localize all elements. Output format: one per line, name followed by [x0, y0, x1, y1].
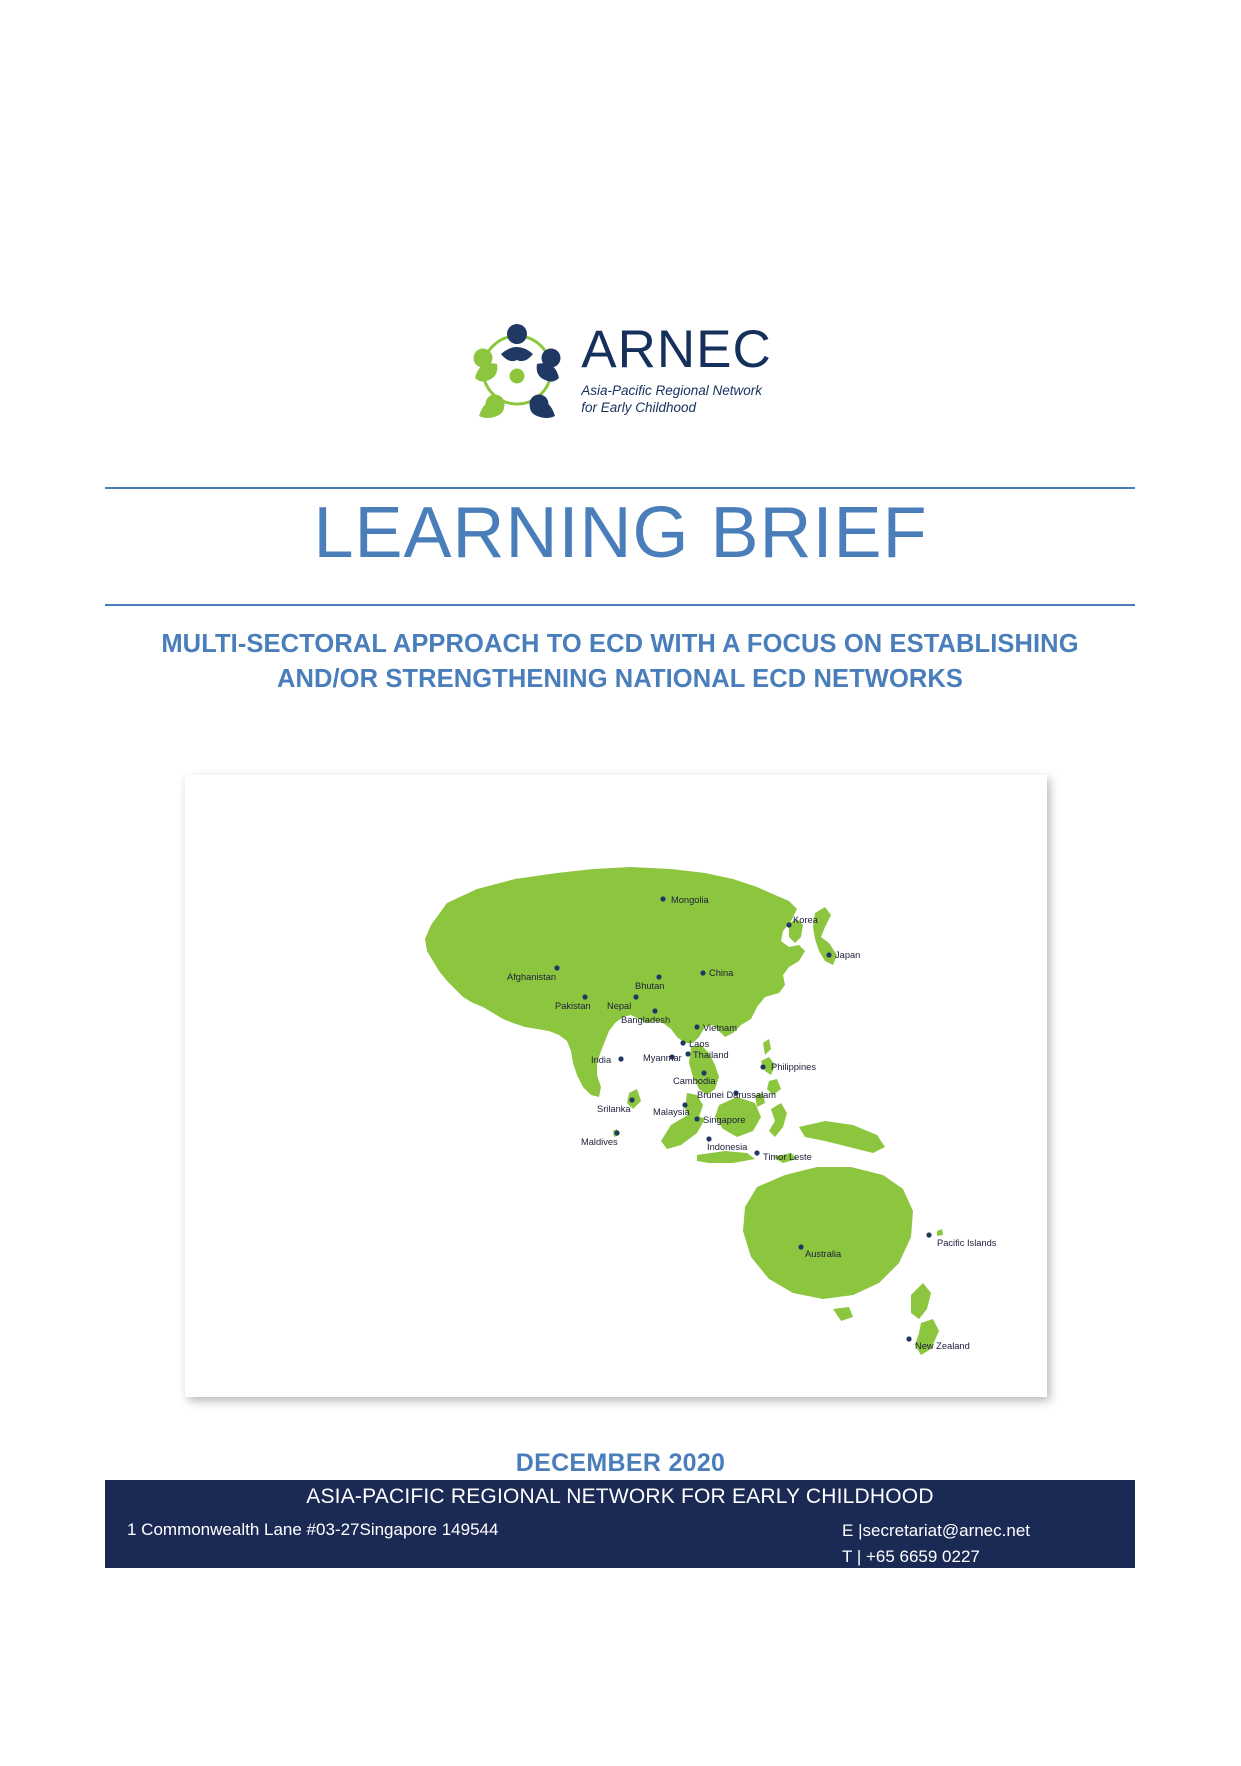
page-subtitle: MULTI-SECTORAL APPROACH TO ECD WITH A FOCUS ON ESTABLISHING AND/OR STRENGTHENING NATIONAL ECD NETWORKS: [161, 630, 1079, 694]
svg-text:Afghanistan: Afghanistan: [507, 972, 557, 982]
svg-text:Cambodia: Cambodia: [673, 1076, 716, 1086]
svg-text:Myanmar: Myanmar: [643, 1053, 682, 1063]
arnec-circle-logo-icon: [469, 318, 565, 422]
footer-address: 1 Commonwealth Lane #03-27Singapore 149544: [127, 1520, 499, 1539]
logo-tagline-line2: for Early Childhood: [581, 400, 697, 415]
svg-text:Vietnam: Vietnam: [703, 1023, 737, 1033]
asia-pacific-map-image: [185, 775, 1047, 1397]
svg-text:Pakistan: Pakistan: [555, 1001, 591, 1011]
svg-text:Philippines: Philippines: [771, 1062, 816, 1072]
svg-text:Bangladesh: Bangladesh: [621, 1015, 671, 1025]
footer-organisation: ASIA-PACIFIC REGIONAL NETWORK FOR EARLY CHILDHOOD: [306, 1485, 934, 1508]
footer-contact: [842, 1518, 1030, 1569]
page-title: LEARNING BRIEF: [313, 493, 928, 573]
svg-text:China: China: [709, 968, 734, 978]
logo-wordmark: ARNEC: [581, 320, 772, 380]
title-rule-bottom: [105, 604, 1135, 606]
footer-phone: T | +65 6659 0227: [842, 1546, 980, 1566]
footer-bar: [105, 1480, 1135, 1568]
svg-text:Bhutan: Bhutan: [635, 981, 665, 991]
publication-date: DECEMBER 2020: [515, 1449, 726, 1477]
arnec-logo: [0, 318, 1241, 422]
footer-email[interactable]: E |secretariat@arnec.net: [842, 1521, 1030, 1540]
svg-text:Thailand: Thailand: [693, 1050, 729, 1060]
svg-text:New Zealand: New Zealand: [915, 1341, 970, 1351]
svg-text:Mongolia: Mongolia: [671, 895, 709, 905]
svg-text:Korea: Korea: [793, 915, 818, 925]
svg-text:Srilanka: Srilanka: [597, 1104, 631, 1114]
logo-text: [581, 320, 772, 417]
map-svg: [185, 775, 1047, 1397]
logo-tagline: [581, 383, 772, 417]
svg-text:Maldives: Maldives: [581, 1137, 618, 1147]
svg-text:India: India: [591, 1055, 612, 1065]
svg-text:Brunei Darussalam: Brunei Darussalam: [697, 1090, 777, 1100]
title-rule-top: [105, 487, 1135, 489]
logo-inner: [469, 318, 772, 422]
logo-tagline-line1: Asia-Pacific Regional Network: [581, 383, 763, 399]
svg-text:Indonesia: Indonesia: [707, 1142, 748, 1152]
svg-text:Pacific Islands: Pacific Islands: [937, 1238, 997, 1248]
svg-text:Malaysia: Malaysia: [653, 1107, 690, 1117]
svg-text:Australia: Australia: [805, 1249, 842, 1259]
svg-text:Laos: Laos: [689, 1039, 710, 1049]
svg-text:Japan: Japan: [835, 950, 861, 960]
svg-text:Nepal: Nepal: [607, 1001, 632, 1011]
svg-text:Singapore: Singapore: [703, 1115, 746, 1125]
svg-text:Timor Leste: Timor Leste: [763, 1152, 812, 1162]
